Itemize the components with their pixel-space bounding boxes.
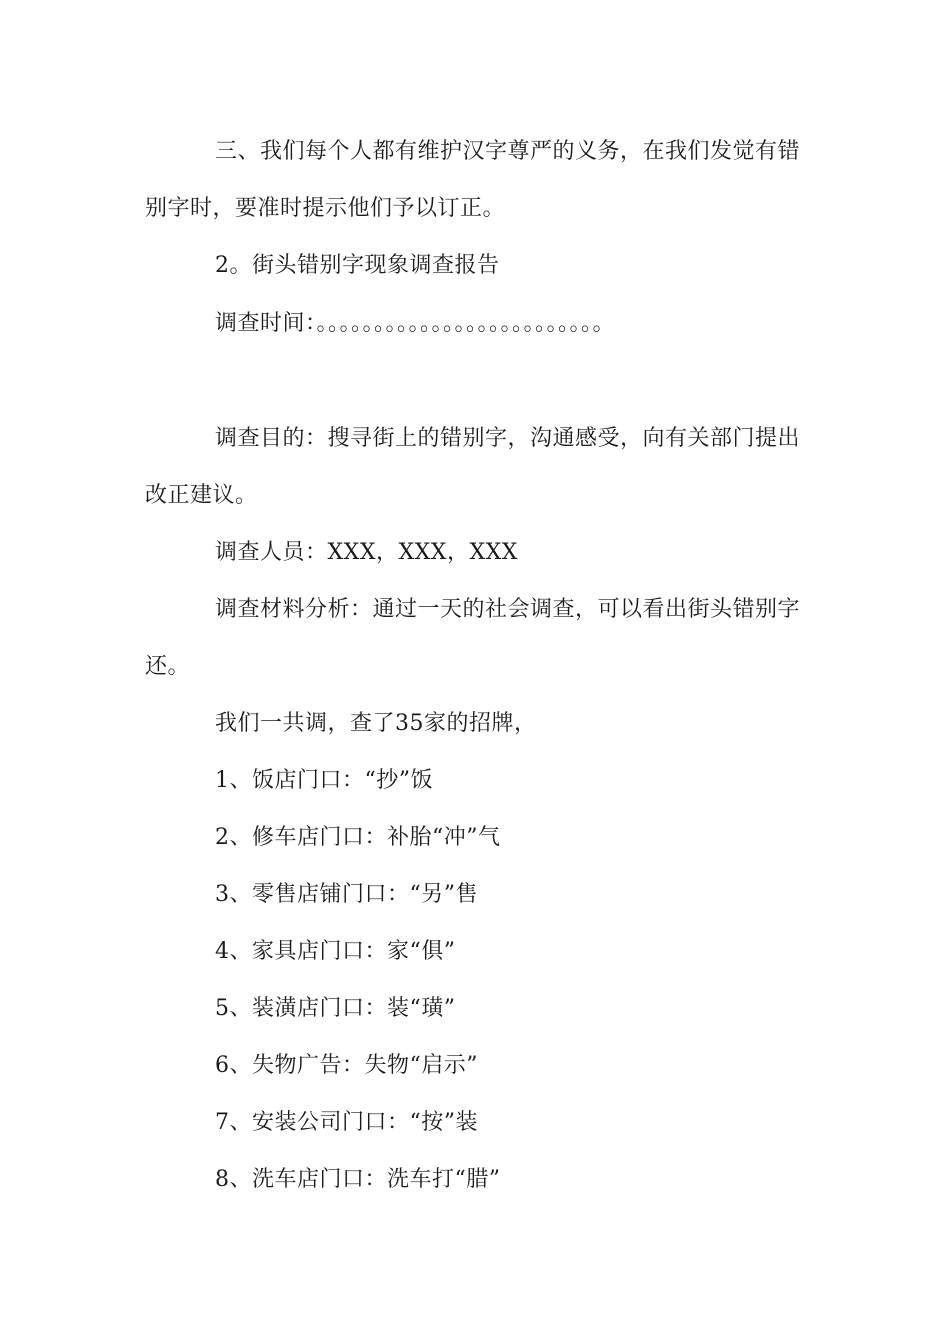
list-item: 7、安装公司门口：“按”装: [215, 1110, 478, 1135]
list-item: 3、零售店铺门口：“另”售: [215, 882, 478, 907]
list-item: 6、失物广告：失物“启示”: [215, 1053, 478, 1078]
survey-time: 调查时间：。。。。。。。。。。。。。。。。。。。。。。。。。: [215, 311, 616, 336]
paragraph-duty-line2: 别字时，要准时提示他们予以订正。: [145, 196, 506, 221]
analysis-line2: 还。: [145, 654, 191, 679]
list-item: 8、洗车店门口：洗车打“腊”: [215, 1167, 501, 1192]
list-item: 5、装潢店门口：装“璜”: [215, 996, 456, 1021]
survey-purpose-line1: 调查目的：搜寻街上的错别字，沟通感受，向有关部门提出: [215, 426, 801, 451]
paragraph-duty-line1: 三、我们每个人都有维护汉字尊严的义务，在我们发觉有错: [215, 139, 801, 164]
list-item: 2、修车店门口：补胎“冲”气: [215, 825, 501, 850]
survey-members: 调查人员：XXX，XXX，XXX: [215, 540, 518, 565]
report-title: 2。街头错别字现象调查报告: [215, 253, 500, 278]
list-item: 1、饭店门口：“抄”饭: [215, 768, 433, 793]
survey-purpose-line2: 改正建议。: [145, 483, 258, 508]
survey-count: 我们一共调，查了35家的招牌，: [215, 711, 537, 736]
list-item: 4、家具店门口：家“俱”: [215, 939, 456, 964]
analysis-line1: 调查材料分析：通过一天的社会调查，可以看出街头错别字: [215, 597, 801, 622]
